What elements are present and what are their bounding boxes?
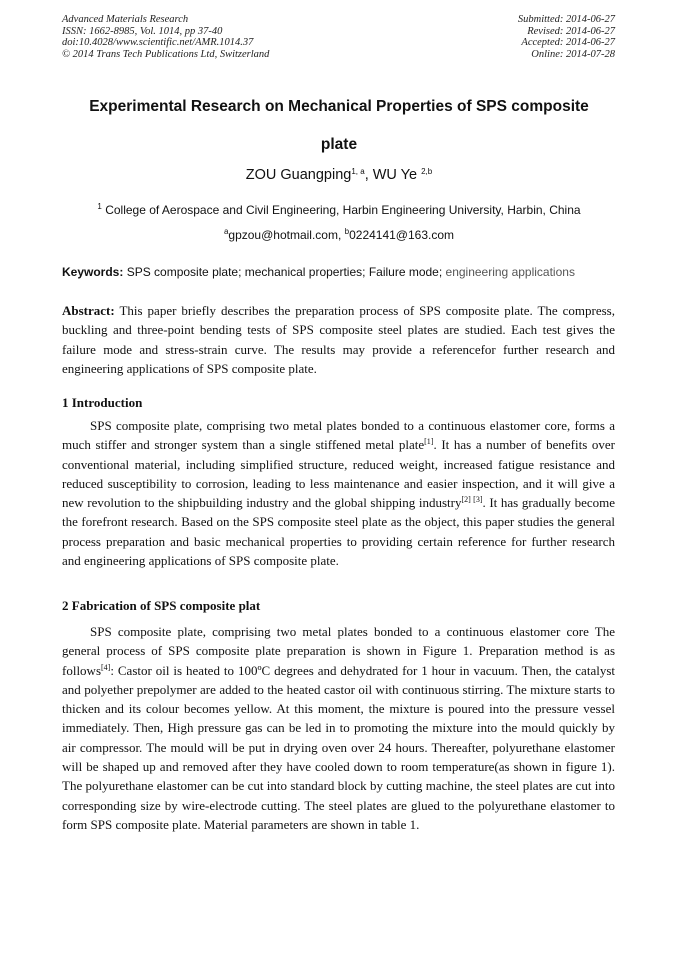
- abstract: [62, 301, 615, 378]
- date-accepted: Accepted: 2014-06-27: [521, 37, 615, 48]
- date-submitted: Submitted: 2014-06-27: [517, 14, 615, 25]
- author-list: [62, 167, 616, 183]
- journal-info: [62, 14, 269, 60]
- journal-name: Advanced Materials Research: [62, 14, 189, 25]
- journal-copyright: © 2014 Trans Tech Publications Ltd, Switzerland: [62, 48, 270, 60]
- keywords: [62, 265, 622, 279]
- citation-2-3: [2] [3]: [461, 495, 483, 505]
- keywords-last: engineering applications: [445, 265, 575, 279]
- section-1-text-a: SPS composite plate, comprising two metal plates bonded to a continuous elastomer core, forms a much stiffer and stronger system than a single stiffened metal plate: [62, 418, 615, 453]
- author-separator: ,: [364, 167, 373, 183]
- author-1-name: ZOU Guangping: [245, 167, 352, 183]
- abstract-text: This paper briefly describes the preparation process of SPS composite plate. The compress, buckling and three-point bending tests of SPS composite steel plates are studied. Each test gives the failure mode and stress-strain curve. The results may provide a referencefor further research and engineering applications of SPS composite plate.: [62, 303, 615, 376]
- section-2-paragraph: [62, 622, 615, 834]
- section-1-text-c: . It has gradually become the forefront research. Based on the SPS composite steel plate as the object, this paper studies the general process preparation and basic mechanical properties to providing certain reference for further research and engineering applications of SPS composite plate.: [62, 495, 615, 569]
- publication-dates: [518, 14, 615, 60]
- paper-title: [62, 88, 616, 164]
- section-2-text-b: : Castor oil is heated to 100ºC degrees and dehydrated for 1 hour in vacuum. Then, the catalyst and polyether prepolymer are added to the heated castor oil with continuous stirring. The mixture starts to thicken and its colour becomes yellow. At this moment, the mixture is poured into the pressure vessel immediately. Then, High pressure gas can be led in to promoting the mixture into the mould quickly by air compressor. The mould will be put in drying oven over 24 hours. Thereafter, polyurethane elastomer will be shaped up and removed after they have cooled down to room temperature(as shown in figure 1). The polyurethane elastomer can be cut into standard block by cutting machine, the steel plates are cut into corresponding size by wire-electrode cutting. The steel plates are glued to the polyurethane elastomer to form SPS composite plate. Material parameters are shown in table 1.: [62, 662, 615, 832]
- citation-1: [1]: [424, 437, 434, 447]
- date-revised: Revised: 2014-06-27: [527, 25, 615, 37]
- email-b: 0224141@163.com: [349, 228, 455, 242]
- abstract-label: Abstract:: [62, 303, 115, 318]
- section-2-text-a: SPS composite plate, comprising two metal plates bonded to a continuous elastomer core The general process of SPS composite plate preparation is shown in Figure 1. Preparation method is as follows: [62, 624, 615, 678]
- citation-4: [4]: [101, 662, 111, 672]
- email-mark-b: b: [344, 227, 350, 236]
- date-online: Online: 2014-07-28: [531, 48, 615, 60]
- email-mark-a: a: [223, 227, 229, 236]
- affiliation: [62, 203, 616, 217]
- author-2-affil-mark: 2,b: [421, 167, 433, 176]
- section-2-heading: 2 Fabrication of SPS composite plat: [62, 598, 261, 613]
- journal-issn: ISSN: 1662-8985, Vol. 1014, pp 37-40: [62, 25, 223, 37]
- affiliation-mark: 1: [97, 202, 102, 211]
- section-1-text-b: . It has a number of benefits over conventional material, including simplified structure, reduced weight, increased fatigue resistance and reduced susceptibility to corrosion, leading to less maintenance and easier inspection, and it will give a new revolution to the shipbuilding industry and the global shipping industry: [62, 437, 615, 511]
- keywords-label: Keywords:: [62, 265, 124, 279]
- section-1-heading: 1 Introduction: [62, 395, 143, 410]
- author-2-name: WU Ye: [372, 167, 422, 183]
- journal-doi: doi:10.4028/www.scientific.net/AMR.1014.37: [62, 37, 254, 48]
- title-line-1: Experimental Research on Mechanical Properties of SPS composite: [89, 98, 589, 115]
- affiliation-text: College of Aerospace and Civil Engineering, Harbin Engineering University, Harbin, China: [101, 203, 581, 217]
- author-emails: [62, 228, 616, 242]
- keywords-list: SPS composite plate; mechanical properties; Failure mode;: [123, 265, 446, 279]
- author-1-affil-mark: 1, a: [351, 167, 365, 176]
- title-line-2: plate: [320, 136, 358, 153]
- section-1-paragraph: [62, 416, 615, 570]
- email-a: gpzou@hotmail.com,: [228, 228, 345, 242]
